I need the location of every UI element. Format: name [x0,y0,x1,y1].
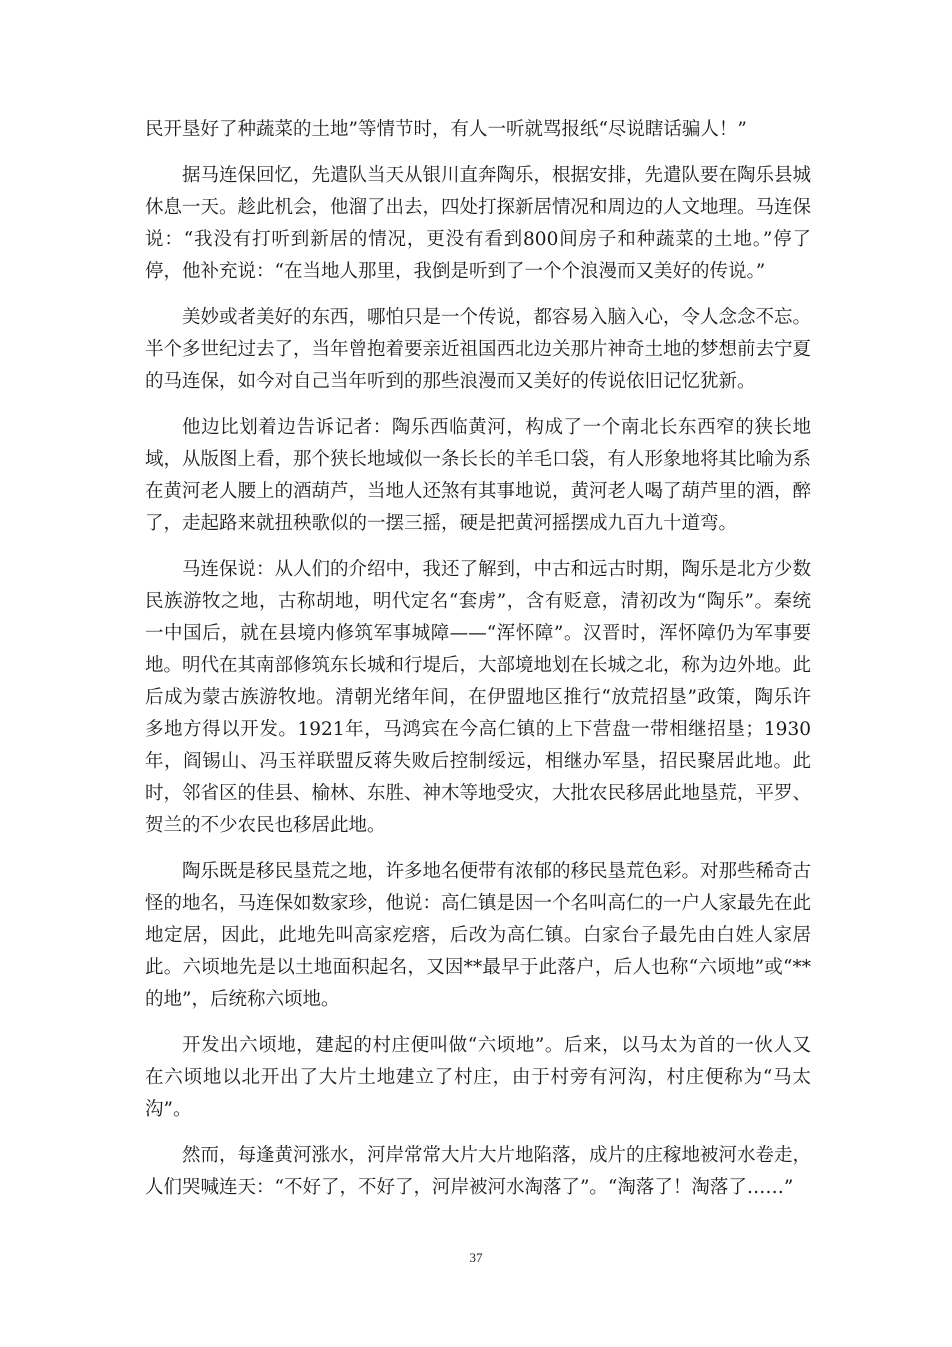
paragraph: 马连保说：从人们的介绍中，我还了解到，中古和远古时期，陶乐是北方少数民族游牧之地，古称胡地，明代定名“套虏”，含有贬意，清初改为“陶乐”。秦统一中国后，就在县境内修筑军事城障——“浑怀障”。汉晋时，浑怀障仍为军事要地。明代在其南部修筑东长城和行堤后，大部境地划在长城之北，称为边外地。此后成为蒙古族游牧地。清朝光绪年间，在伊盟地区推行“放荒招垦”政策，陶乐许多地方得以开发。1921年，马鸿宾在今高仁镇的上下营盘一带相继招垦；1930年，阎锡山、冯玉祥联盟反蒋失败后控制绥远，相继办军垦，招民聚居此地。此时，邻省区的佳县、榆林、东胜、神木等地受灾，大批农民移居此地垦荒，平罗、贺兰的不少农民也移居此地。 [145,559,812,836]
page-number: 37 [469,1250,483,1265]
paragraph: 他边比划着边告诉记者：陶乐西临黄河，构成了一个南北长东西窄的狭长地域，从版图上看，那个狭长地域似一条长长的羊毛口袋，有人形象地将其比喻为系在黄河老人腰上的酒葫芦，当地人还煞有其事地说，黄河老人喝了葫芦里的酒，醉了，走起路来就扭秧歌似的一摆三摇，硬是把黄河摇摆成九百九十道弯。 [145,417,812,534]
paragraph: 开发出六顷地，建起的村庄便叫做“六顷地”。后来，以马太为首的一伙人又在六顷地以北开出了大片土地建立了村庄，由于村旁有河沟，村庄便称为“马太沟”。 [145,1035,811,1120]
paragraph: 陶乐既是移民垦荒之地，许多地名便带有浓郁的移民垦荒色彩。对那些稀奇古怪的地名，马连保如数家珍，他说：高仁镇是因一个名叫高仁的一户人家最先在此地定居，因此，此地先叫高家疙瘩，后改为高仁镇。白家台子最先由白姓人家居此。六顷地先是以土地面积起名，又因**最早于此落户，后人也称“六顷地”或“**的地”，后统称六顷地。 [145,861,812,1010]
paragraph: 据马连保回忆，先遣队当天从银川直奔陶乐，根据安排，先遣队要在陶乐县城休息一天。趁此机会，他溜了出去，四处打探新居情况和周边的人文地理。马连保说：“我没有打听到新居的情况，更没有看到800间房子和种蔬菜的土地。”停了停，他补充说：“在当地人那里，我倒是听到了一个个浪漫而又美好的传说。” [145,165,812,282]
paragraph: 美妙或者美好的东西，哪怕只是一个传说，都容易入脑入心，令人念念不忘。半个多世纪过去了，当年曾抱着要亲近祖国西北边关那片神奇土地的梦想前去宁夏的马连保，如今对自己当年听到的那些浪漫而又美好的传说依旧记忆犹新。 [145,307,812,392]
paragraph-continued: 民开垦好了种蔬菜的土地”等情节时，有人一听就骂报纸“尽说瞎话骗人！” [145,119,747,140]
document-body [145,114,811,1218]
paragraph: 然而，每逢黄河涨水，河岸常常大片大片地陷落，成片的庄稼地被河水卷走，人们哭喊连天：“不好了，不好了，河岸被河水淘落了”。“淘落了！淘落了……” [145,1145,812,1198]
